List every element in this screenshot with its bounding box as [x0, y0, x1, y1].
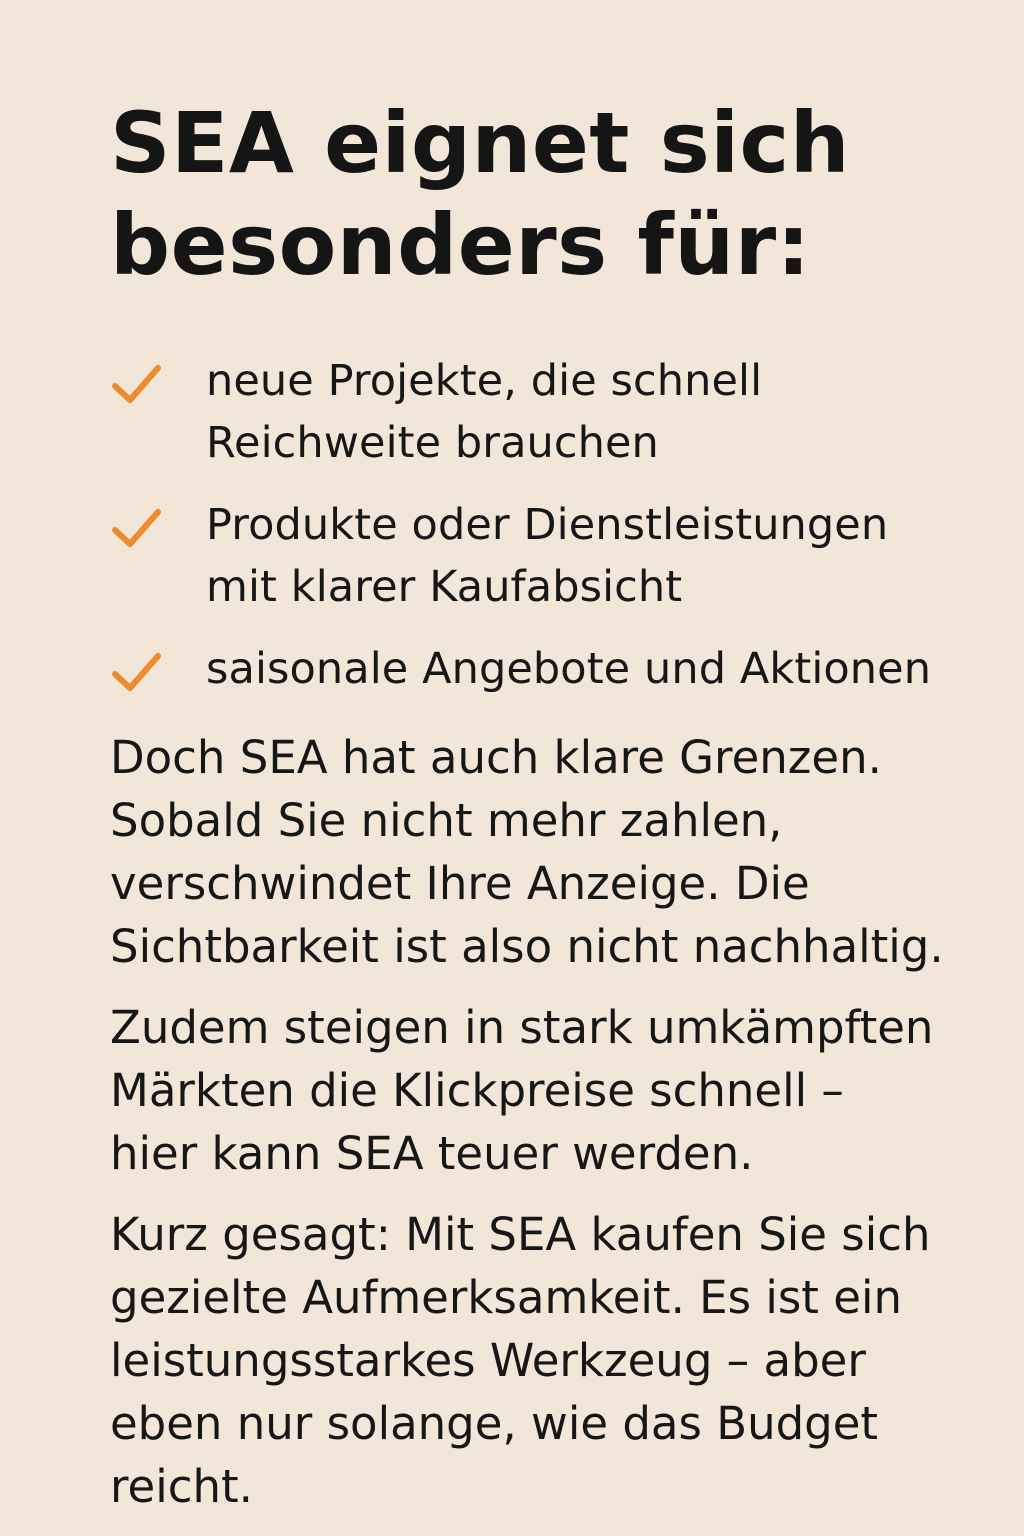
benefit-item: [110, 494, 972, 618]
benefit-item: [110, 638, 972, 704]
checkmark-icon: [110, 352, 206, 416]
checkmark-icon: [110, 496, 206, 560]
paragraph-limitations: Doch SEA hat auch klare Grenzen. Sobald Sie nicht mehr zahlen, verschwindet Ihre Anzeige. Die Sichtbarkeit ist also nicht nachhaltig.: [110, 731, 944, 973]
checkmark-icon: [110, 640, 206, 704]
benefit-text: neue Projekte, die schnell Reichweite brauchen: [206, 356, 763, 468]
headline: SEA eignet sich besonders für:: [110, 94, 851, 294]
benefit-text: saisonale Angebote und Aktionen: [206, 644, 932, 694]
paragraph-costs: Zudem steigen in stark umkämpften Märkten die Klickpreise schnell – hier kann SEA teuer werden.: [110, 1001, 934, 1180]
benefit-item: [110, 350, 972, 474]
paragraph-summary: Kurz gesagt: Mit SEA kaufen Sie sich gezielte Aufmerksamkeit. Es ist ein leistungsstarkes Werkzeug – aber eben nur solange, wie das Budget reicht.: [110, 1208, 931, 1513]
benefit-text: Produkte oder Dienstleistungen mit klarer Kaufabsicht: [206, 500, 889, 612]
body-copy: [110, 726, 972, 1518]
benefit-list: [110, 350, 972, 704]
